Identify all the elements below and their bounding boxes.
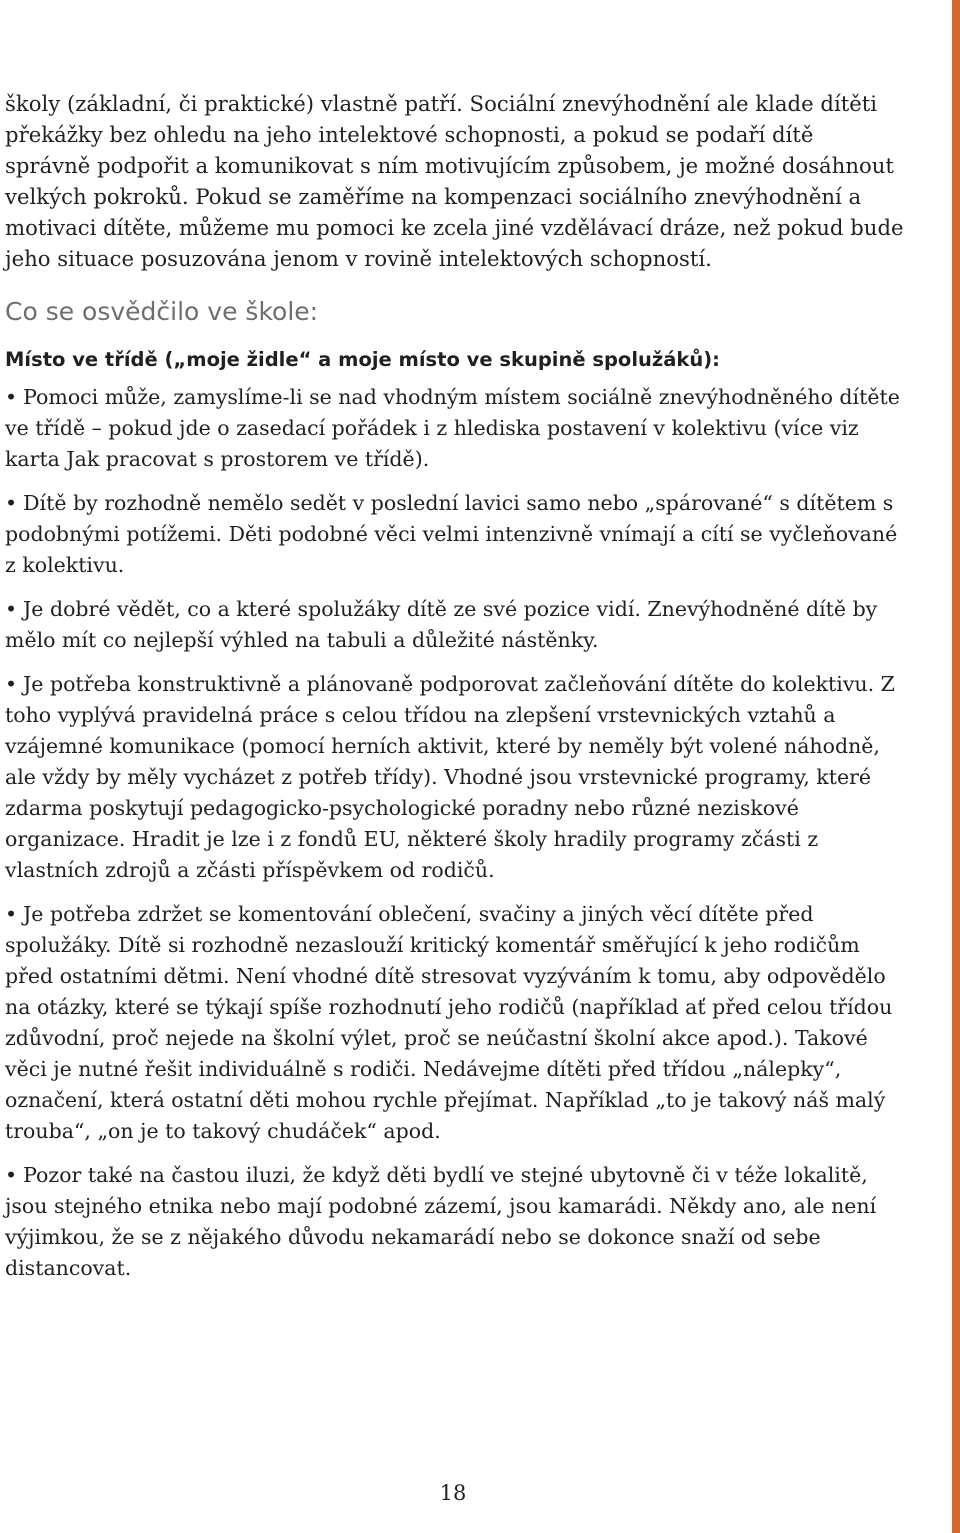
list-item [5, 669, 905, 886]
subsection-heading: Místo ve třídě („moje židle“ a moje místo ve skupině spolužáků): [5, 348, 720, 371]
bullet-icon: • [5, 491, 18, 515]
bullet-icon: • [5, 597, 18, 621]
bullet-icon: • [5, 1163, 18, 1187]
page-number: 18 [439, 1481, 467, 1505]
list-item-text: Je potřeba zdržet se komentování oblečení, svačiny a jiných věcí dítěte před spolužáky. Dítě si rozhodně nezaslouží kritický komentář směřující k jeho rodičům před ostatními dětmi. Není vhodné dítě stresovat vyzýváním k tomu, aby odpovědělo na otázky, které se týkají spíše rozhodnutí jeho rodičů (například ať před celou třídou zdůvodní, proč nejede na školní výlet, proč se neúčastní školní akce apod.). Takové věci je nutné řešit individuálně s rodiči. Nedávejme dítěti před třídou „nálepky“, označení, která ostatní děti mohou rychle přejímat. Například „to je takový náš malý trouba“, „on je to takový chudáček“ apod. [5, 902, 893, 1143]
list-item-text: Je dobré vědět, co a které spolužáky dítě ze své pozice vidí. Znevýhodněné dítě by mělo mít co nejlepší výhled na tabuli a důležité nástěnky. [5, 597, 878, 652]
intro-paragraph: školy (základní, či praktické) vlastně patří. Sociální znevýhodnění ale klade dítěti překážky bez ohledu na jeho intelektové schopnosti, a pokud se podaří dítě správně podpořit a komunikovat s ním motivujícím způsobem, je možné dosáhnout velkých pokroků. Pokud se zaměříme na kompenzaci sociálního znevýhodnění a motivaci dítěte, můžeme mu pomoci ke zcela jiné vzdělávací dráze, než pokud bude jeho situace posuzována jenom v rovině intelektových schopností. [5, 91, 904, 271]
bullet-icon: • [5, 672, 18, 696]
page-edge-accent-bar [952, 0, 960, 1533]
list-item [5, 382, 905, 475]
list-item-text: Dítě by rozhodně nemělo sedět v poslední lavici samo nebo „spárované“ s dítětem s podobnými potížemi. Děti podobné věci velmi intenzivně vnímají a cítí se vyčleňované z kolektivu. [5, 491, 898, 577]
section-heading: Co se osvědčilo ve škole: [5, 297, 319, 326]
list-item [5, 488, 905, 581]
list-item-text: Pozor také na častou iluzi, že když děti bydlí ve stejné ubytovně či v téže lokalitě, jsou stejného etnika nebo mají podobné zázemí, jsou kamarádi. Někdy ano, ale není výjimkou, že se z nějakého důvodu nekamarádí nebo se dokonce snaží od sebe distancovat. [5, 1163, 877, 1280]
bullet-icon: • [5, 385, 18, 409]
list-item-text: Pomoci může, zamyslíme-li se nad vhodným místem sociálně znevýhodněného dítěte ve třídě – pokud jde o zasedací pořádek i z hlediska postavení v kolektivu (více viz karta Jak pracovat s prostorem ve třídě). [5, 385, 900, 471]
list-item-text: Je potřeba konstruktivně a plánovaně podporovat začleňování dítěte do kolektivu. Z toho vyplývá pravidelná práce s celou třídou na zlepšení vrstevnických vztahů a vzájemné komunikace (pomocí herních aktivit, které by neměly být volené náhodně, ale vždy by měly vycházet z potřeb třídy). Vhodné jsou vrstevnické programy, které zdarma poskytují pedagogicko-psychologické poradny nebo různé neziskové organizace. Hradit je lze i z fondů EU, některé školy hradily programy zčásti z vlastních zdrojů a zčásti příspěvkem od rodičů. [5, 672, 895, 882]
list-item [5, 1160, 905, 1284]
list-item [5, 594, 905, 656]
tips-list [5, 382, 905, 1284]
page-content [5, 88, 905, 1297]
list-item [5, 899, 905, 1147]
bullet-icon: • [5, 902, 18, 926]
